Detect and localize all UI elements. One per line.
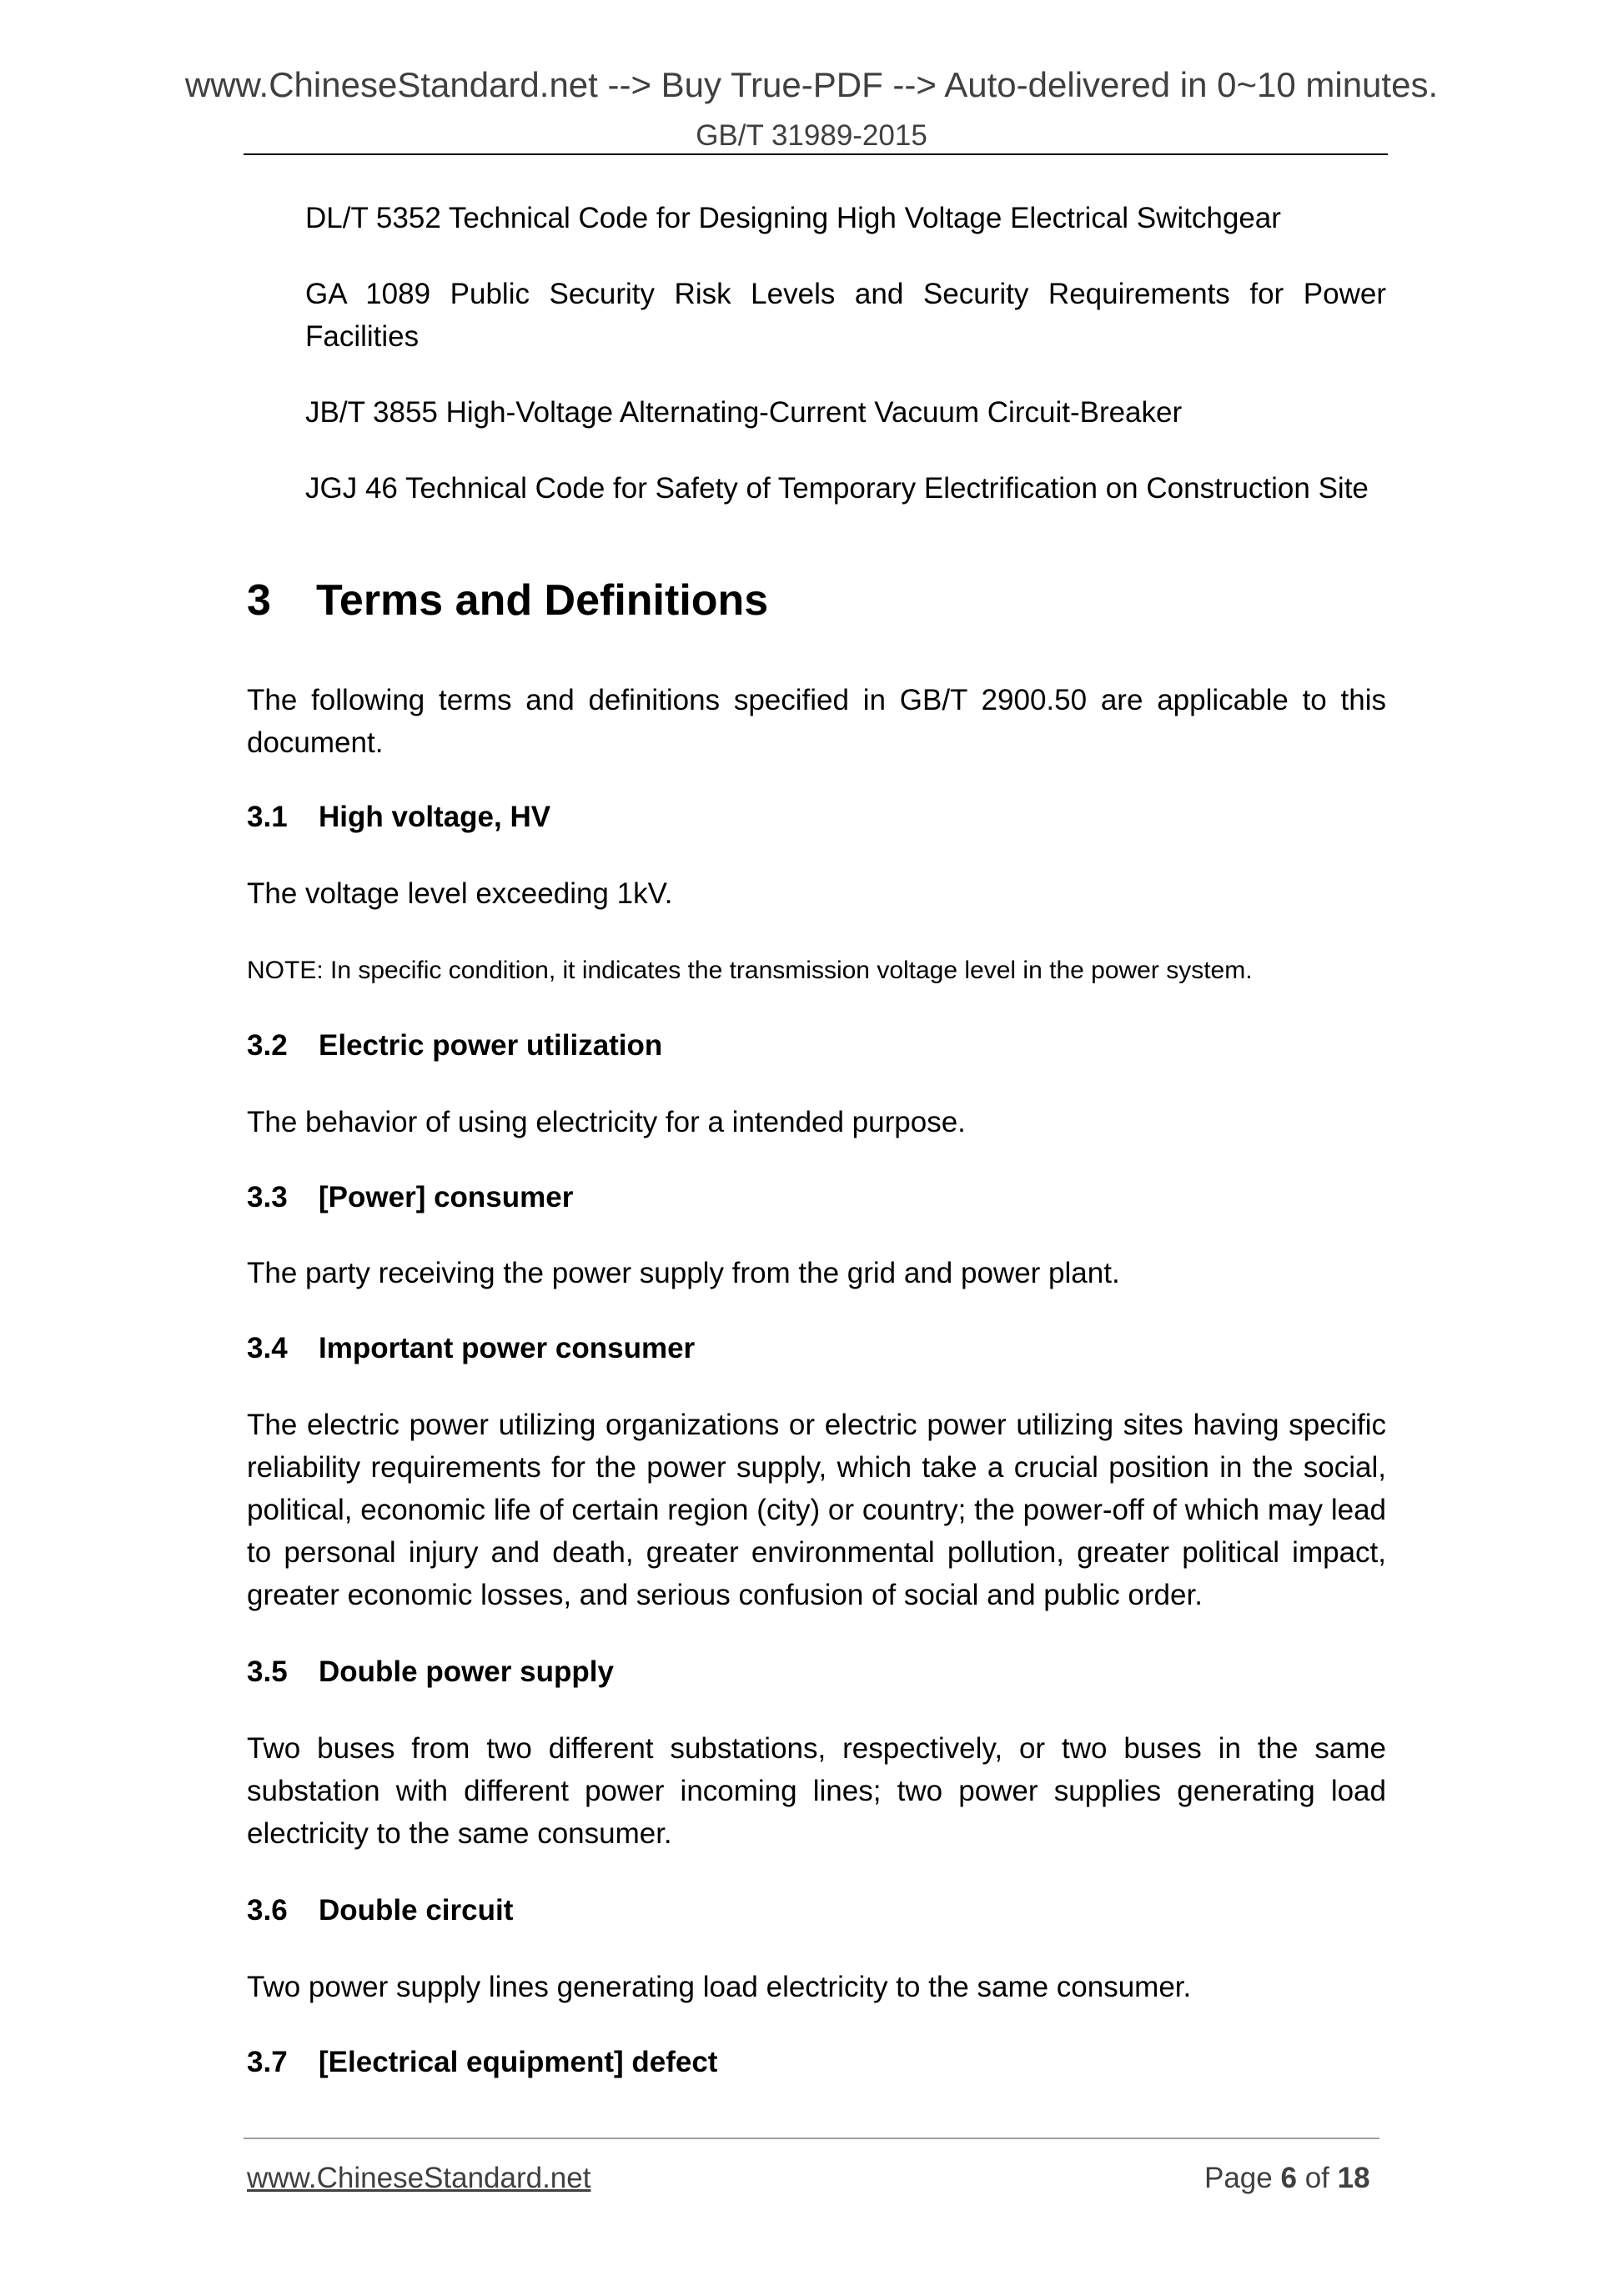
section-heading	[247, 575, 1386, 625]
term-title: High voltage, HV	[319, 801, 551, 833]
header-banner: www.ChineseStandard.net --> Buy True-PDF --> Auto-delivered in 0~10 minutes.	[184, 65, 1439, 104]
reference-item: GA 1089 Public Security Risk Levels and Security Requirements for Power Facilities	[305, 278, 1386, 353]
term-number: 3.3	[247, 1181, 288, 1213]
page-of-label: of	[1304, 2162, 1329, 2194]
term-heading	[247, 1181, 1386, 1214]
term-definition: The party receiving the power supply from the grid and power plant.	[247, 1257, 1120, 1289]
term-title: [Electrical equipment] defect	[319, 2046, 718, 2078]
term-title: Double power supply	[319, 1655, 614, 1688]
term-number: 3.6	[247, 1894, 288, 1927]
section-number: 3	[247, 576, 271, 625]
page-label: Page	[1204, 2162, 1273, 2194]
term-heading	[247, 1332, 1386, 1365]
term-number: 3.2	[247, 1029, 288, 1062]
term-title: Electric power utilization	[319, 1029, 663, 1062]
footer-website-link[interactable]: www.ChineseStandard.net	[247, 2162, 591, 2194]
term-number: 3.4	[247, 1332, 288, 1364]
term-heading	[247, 1894, 1386, 1927]
page-total: 18	[1337, 2162, 1370, 2194]
term-definition: Two buses from two different substations, respectively, or two buses in the same substation with different power incoming lines; two power supplies generating load electricity to the same consumer.	[247, 1732, 1386, 1850]
document-number: GB/T 31989-2015	[696, 119, 927, 152]
term-note: NOTE: In specific condition, it indicates the transmission voltage level in the power system.	[247, 957, 1253, 984]
page-number	[1204, 2162, 1370, 2195]
header-divider	[244, 153, 1388, 155]
term-number: 3.7	[247, 2046, 288, 2078]
reference-item: JGJ 46 Technical Code for Safety of Temporary Electrification on Construction Site	[305, 472, 1369, 505]
term-heading	[247, 801, 1386, 834]
reference-item: JB/T 3855 High-Voltage Alternating-Current Vacuum Circuit-Breaker	[305, 396, 1183, 429]
term-heading	[247, 1029, 1386, 1063]
term-definition: The electric power utilizing organizations or electric power utilizing sites having specific reliability requirements for the power supply, which take a crucial position in the social, political, economic life of certain region (city) or country; the power-off of which may lead to personal injury and death, greater environmental pollution, greater political impact, greater economic losses, and serious confusion of social and public order.	[247, 1409, 1386, 1611]
term-definition: Two power supply lines generating load electricity to the same consumer.	[247, 1971, 1192, 2003]
footer-divider	[244, 2138, 1379, 2139]
term-title: [Power] consumer	[319, 1181, 574, 1213]
section-title: Terms and Definitions	[316, 576, 769, 625]
term-number: 3.5	[247, 1655, 288, 1688]
term-title: Double circuit	[319, 1894, 514, 1927]
term-definition: The behavior of using electricity for a intended purpose.	[247, 1106, 966, 1138]
term-heading	[247, 2046, 1386, 2079]
page-current: 6	[1280, 2162, 1297, 2194]
reference-item: DL/T 5352 Technical Code for Designing High Voltage Electrical Switchgear	[305, 202, 1281, 234]
term-definition: The voltage level exceeding 1kV.	[247, 877, 673, 910]
section-intro: The following terms and definitions specified in GB/T 2900.50 are applicable to this document.	[247, 684, 1386, 759]
term-heading	[247, 1655, 1386, 1689]
term-number: 3.1	[247, 801, 288, 833]
term-title: Important power consumer	[319, 1332, 696, 1364]
